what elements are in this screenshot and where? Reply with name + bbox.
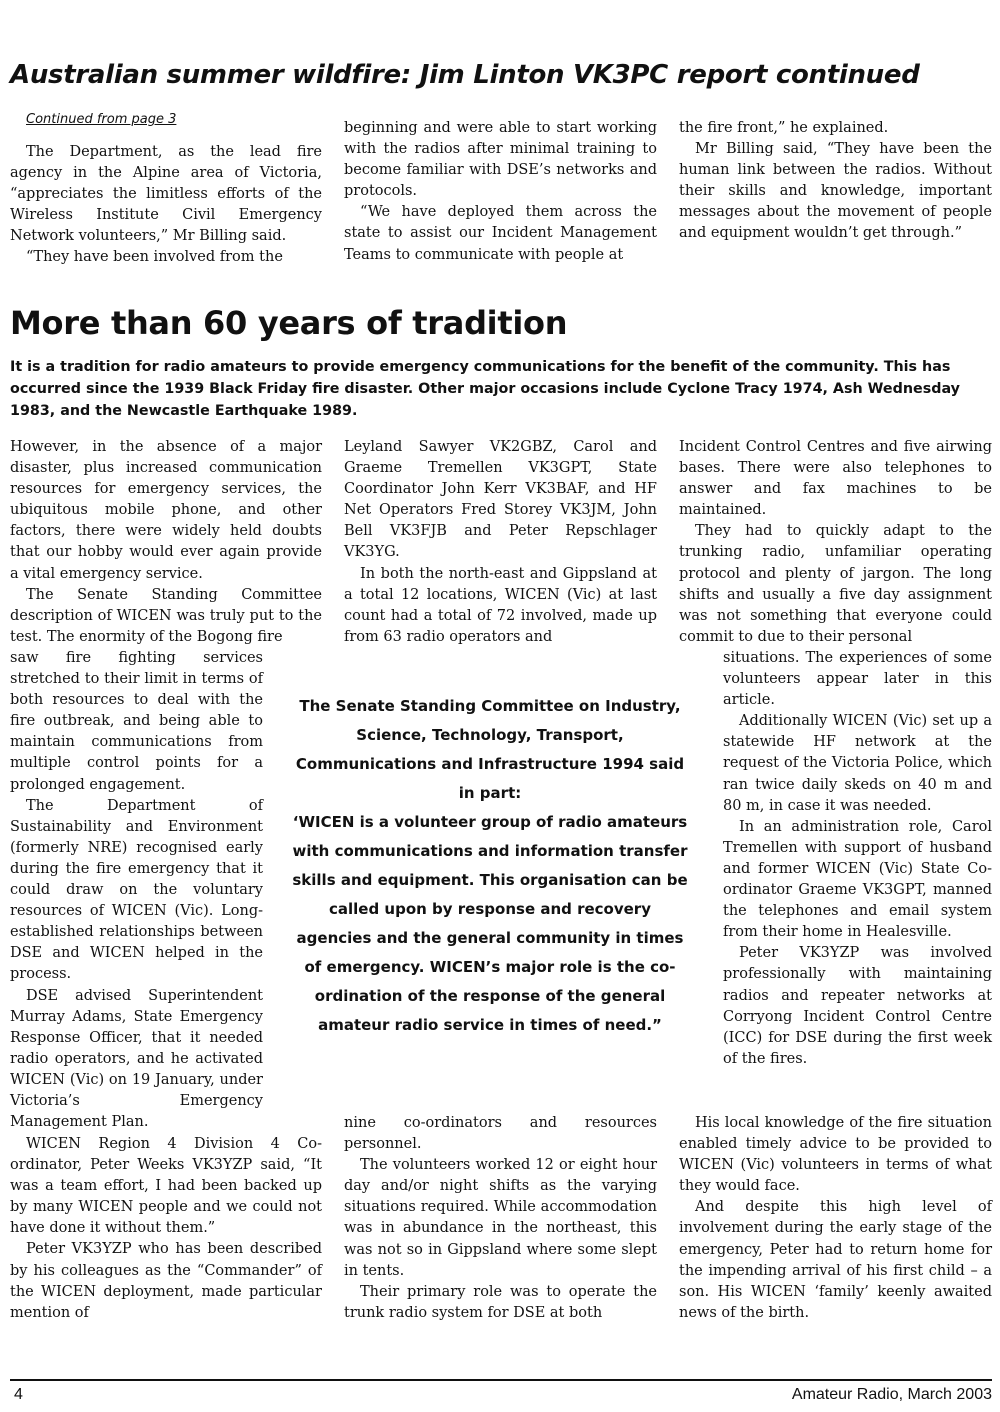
article-intro: It is a tradition for radio amateurs to provide emergency communications for the benefit of the community. This has occurred since the 1939 Black Friday fire disaster. Other major occasions include Cyclone Tracy 1974, Ash Wednesday 1983, and the Newcastle Earthquake 1989. — [10, 359, 960, 419]
pull-quote — [290, 692, 690, 1040]
paragraph: In an administration role, Carol Tremellen with support of husband and former WICEN (Vic) State Co-ordinator Graeme VK3GPT, manned the telephones and email system from their home in Healesville. — [723, 818, 992, 941]
paragraph: saw fire fighting services stretched to their limit in terms of both resources to deal with the fire outbreak, and being able to maintain communications from multiple control points for a prolonged engagement. — [10, 650, 263, 793]
paragraph: The volunteers worked 12 or eight hour day and/or night shifts as the varying situations required. While accommodation was in abundance in the northeast, this was not so in Gippsland where some slept in tents. — [344, 1157, 657, 1279]
article2-column-3-bottom — [679, 1113, 992, 1324]
paragraph: Their primary role was to operate the trunk radio system for DSE at both — [344, 1283, 657, 1321]
article2-column-1-bottom — [10, 1134, 322, 1324]
article2-column-3-top — [679, 437, 992, 648]
article2-column-1-top — [10, 437, 322, 648]
paragraph: Leyland Sawyer VK2GBZ, Carol and Graeme Tremellen VK3GPT, State Coordinator John Kerr VK3BAF, and HF Net Operators Fred Storey VK3JM, John Bell VK3FJB and Peter Repschlager VK3YG. — [344, 439, 657, 561]
paragraph: DSE advised Superintendent Murray Adams, State Emergency Response Officer, that it needed radio operators, and he activated WICEN (Vic) on 19 January, under Victoria’s Emergency Management Plan. — [10, 987, 263, 1131]
article2-column-2-top — [344, 437, 657, 648]
paragraph: They had to quickly adapt to the trunking radio, unfamiliar operating protocol and plenty of jargon. The long shifts and usually a five day assignment was not something that everyone could commit to due to their personal — [679, 523, 992, 645]
article2-column-2-bottom — [344, 1113, 657, 1324]
article-title: Australian summer wildfire: Jim Linton VK3PC report continued — [10, 60, 920, 90]
article1-column-2 — [344, 118, 657, 266]
paragraph: The Senate Standing Committee description of WICEN was truly put to the test. The enormity of the Bogong fire — [10, 586, 322, 645]
article2-column-3-mid — [723, 648, 992, 1070]
paragraph: Peter VK3YZP was involved professionally with maintaining radios and repeater networks at Corryong Incident Control Centre (ICC) for DSE during the first week of the fires. — [723, 945, 992, 1067]
paragraph: The Department of Sustainability and Environment (formerly NRE) recognised early during the fire emergency that it could draw on the voluntary resources of WICEN (Vic). Long-established relationships between DSE and WICEN helped in the process. — [10, 797, 263, 983]
paragraph: The Department, as the lead fire agency in the Alpine area of Victoria, “appreciates the limitless efforts of the Wireless Institute Civil Emergency Network volunteers,” Mr Billing said. — [10, 144, 322, 245]
paragraph: Incident Control Centres and five airwing bases. There were also telephones to answer and fax machines to be maintained. — [679, 439, 992, 519]
paragraph: WICEN Region 4 Division 4 Co-ordinator, Peter Weeks VK3YZP said, “It was a team effort, I had been backed up by many WICEN people and we could not have done it without them.” — [10, 1136, 322, 1237]
article1-column-3 — [679, 118, 992, 245]
paragraph: beginning and were able to start working with the radios after minimal training to become familiar with DSE’s networks and protocols. — [344, 120, 657, 200]
article2-column-1-mid — [10, 648, 263, 1133]
footer-rule — [10, 1379, 992, 1381]
paragraph: “They have been involved from the — [26, 249, 283, 266]
paragraph: “We have deployed them across the state to assist our Incident Management Teams to communicate with people at — [344, 204, 657, 263]
paragraph: nine co-ordinators and resources personnel. — [344, 1115, 657, 1153]
pull-quote-lead: The Senate Standing Committee on Industry, Science, Technology, Transport, Communications and Infrastructure 1994 said in part: — [295, 697, 685, 802]
paragraph: His local knowledge of the fire situation enabled timely advice to be provided to WICEN (Vic) volunteers in terms of what they would face. — [679, 1115, 992, 1195]
continued-label: Continued from page 3 — [26, 112, 177, 127]
article-title-tradition: More than 60 years of tradition — [10, 304, 568, 342]
publication-footer: Amateur Radio, March 2003 — [791, 1386, 992, 1403]
paragraph: situations. The experiences of some volunteers appear later in this article. — [723, 650, 992, 709]
paragraph: Peter VK3YZP who has been described by his colleagues as the “Commander” of the WICEN deployment, made particular mention of — [10, 1241, 322, 1321]
paragraph: the fire front,” he explained. — [679, 120, 889, 136]
paragraph: In both the north-east and Gippsland at a total 12 locations, WICEN (Vic) at last count had a total of 72 involved, made up from 63 radio operators and — [344, 565, 657, 645]
article1-column-1 — [10, 142, 322, 269]
paragraph: Additionally WICEN (Vic) set up a statewide HF network at the request of the Victoria Police, which ran twice daily skeds on 40 m and 80 m, in case it was needed. — [723, 713, 992, 814]
page-number: 4 — [14, 1386, 23, 1403]
paragraph: And despite this high level of involvement during the early stage of the emergency, Peter had to return home for the impending arrival of his first child – a son. His WICEN ‘family’ keenly awaited news of the birth. — [679, 1199, 992, 1321]
paragraph: However, in the absence of a major disaster, plus increased communication resources for emergency services, the ubiquitous mobile phone, and other factors, there were widely held doubts that our hobby would ever again provide a vital emergency service. — [10, 439, 322, 582]
paragraph: Mr Billing said, “They have been the human link between the radios. Without their skills and knowledge, important messages about the movement of people and equipment wouldn’t get through.” — [679, 141, 992, 242]
pull-quote-text: ‘WICEN is a volunteer group of radio amateurs with communications and information transfer skills and equipment. This organisation can be called upon by response and recovery agencies and the general community in times of emergency. WICEN’s major role is the co-ordination of the response of the general amateur radio service in times of need.” — [292, 813, 688, 1034]
